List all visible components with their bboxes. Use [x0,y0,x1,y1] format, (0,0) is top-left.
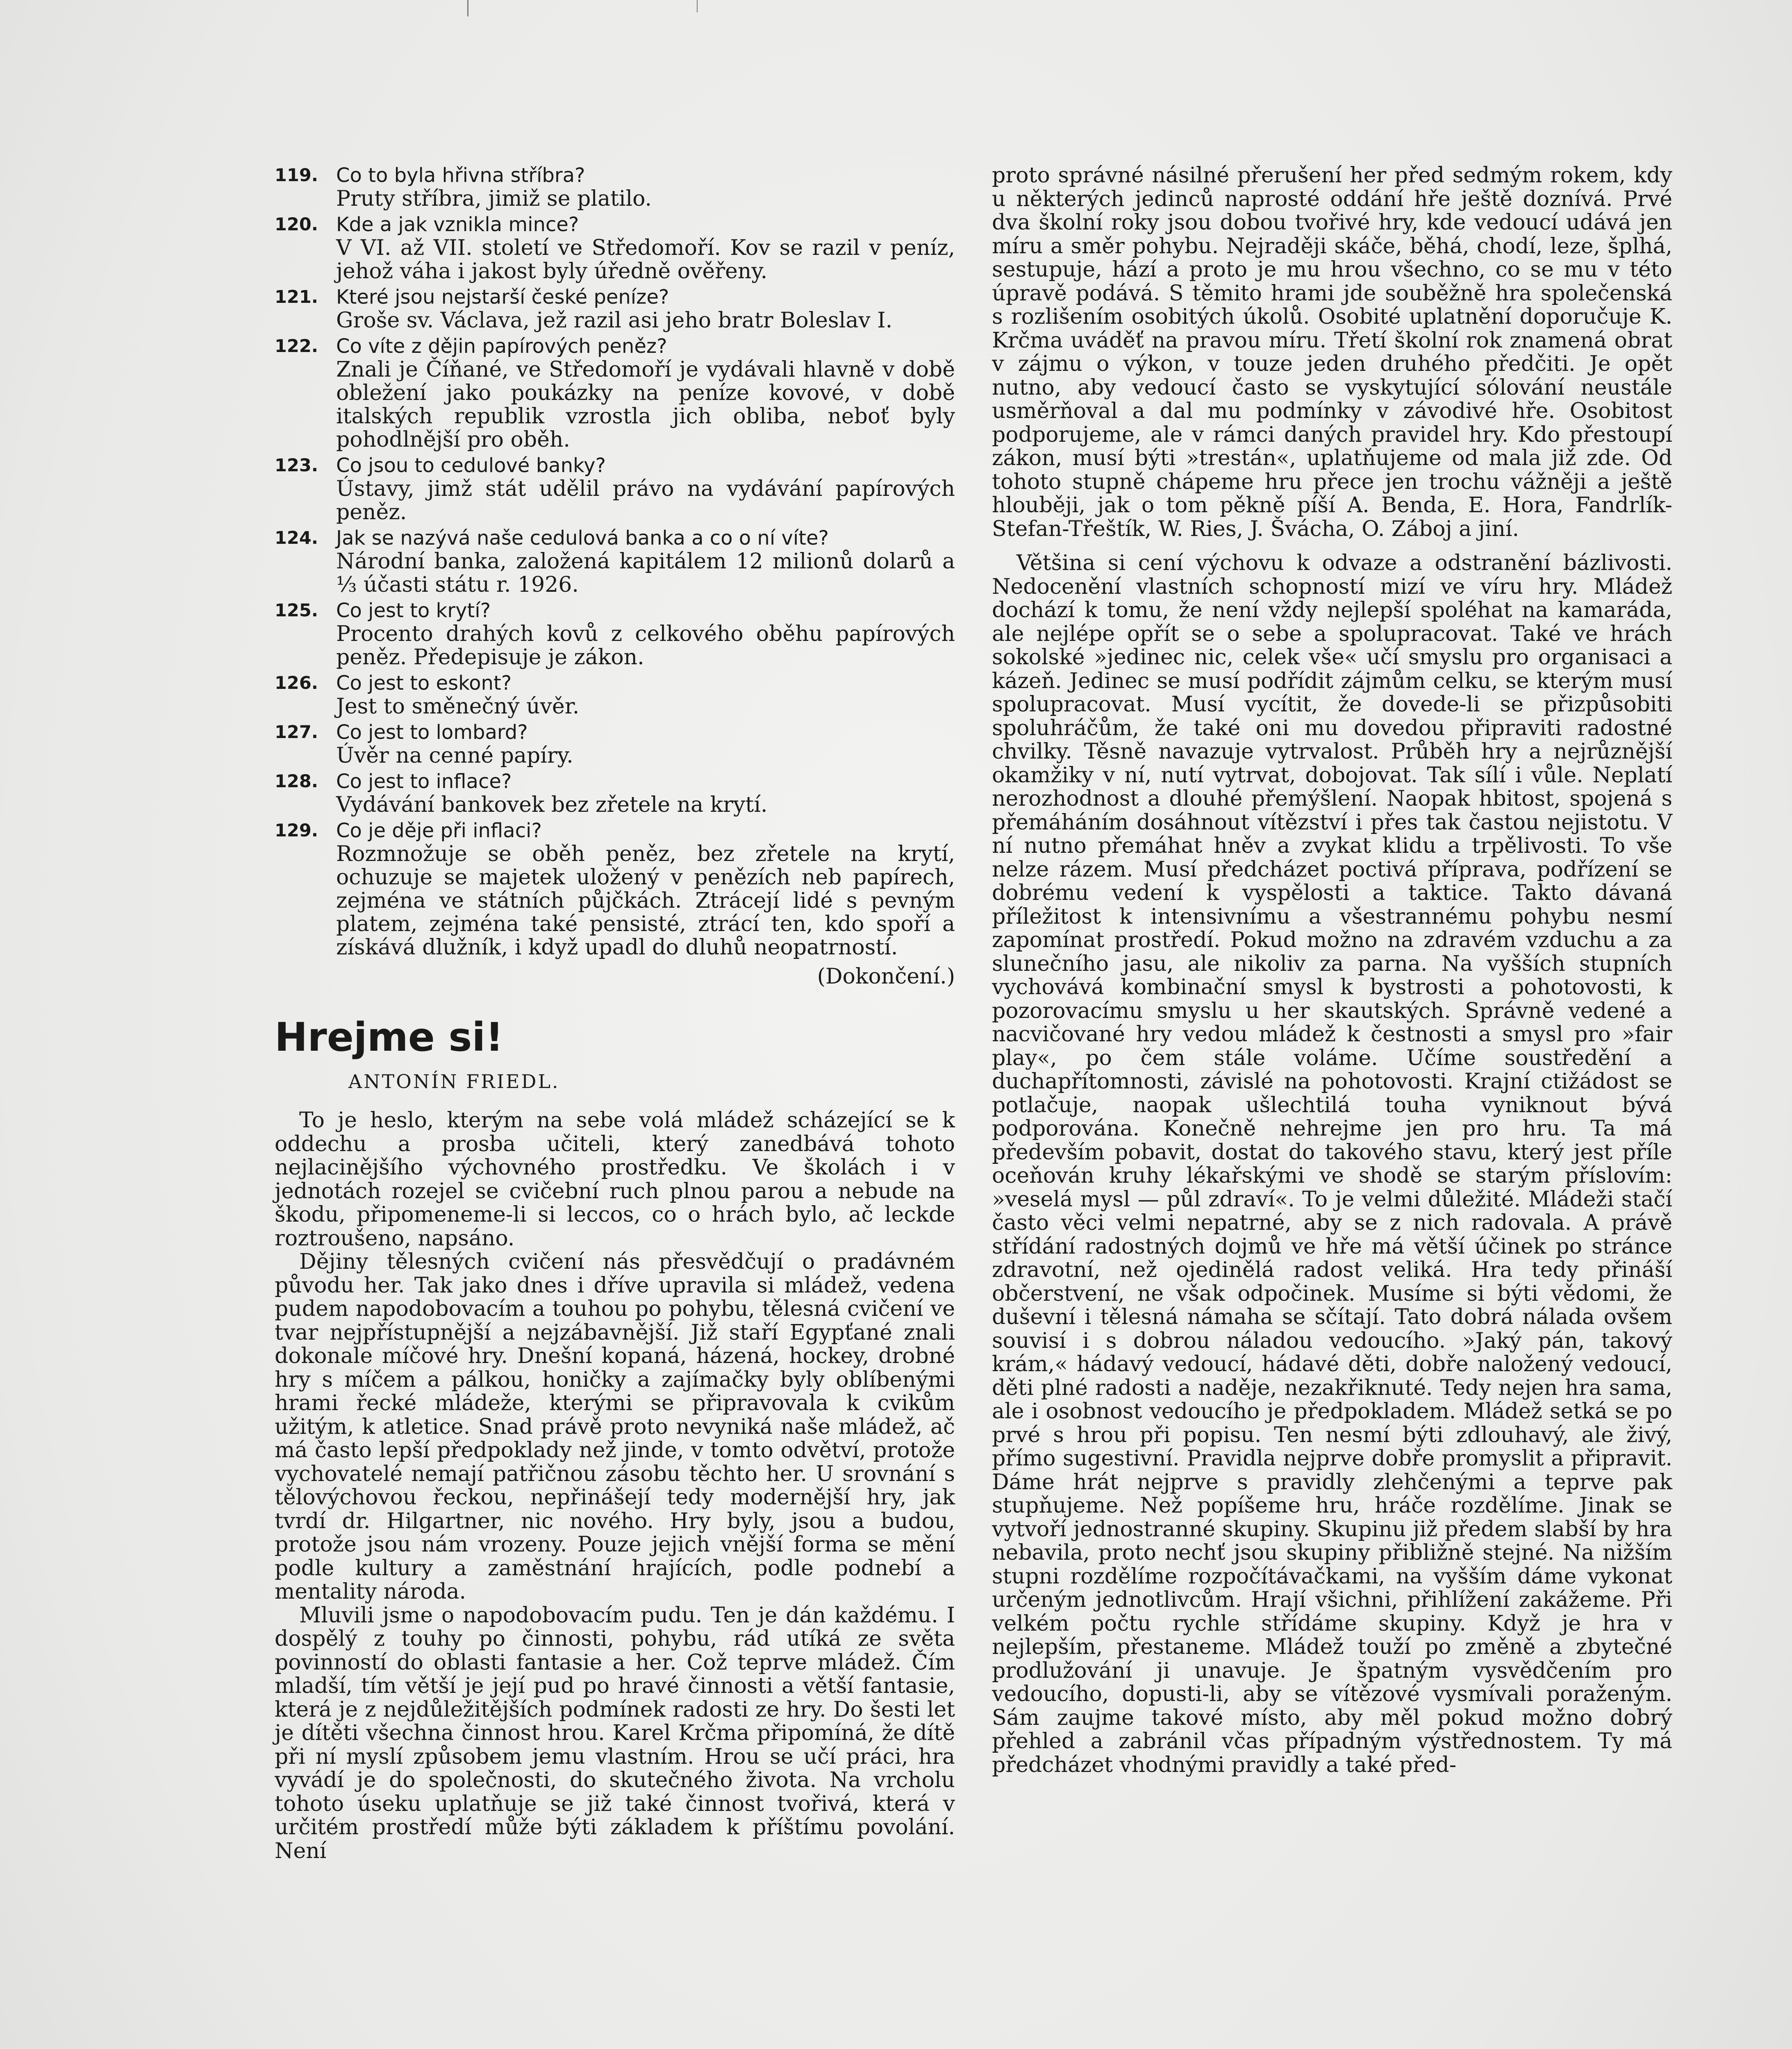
qa-item [275,335,955,452]
qa-question: Co víte z dějin papírových peněz? [336,335,667,358]
qa-answer: Ústavy, jimž stát udělil právo na vydávání papírových peněz. [336,477,955,525]
continuation-note: (Dokončení.) [817,964,955,989]
qa-number: 128. [275,771,318,792]
qa-number: 126. [275,673,318,693]
article-paragraph: To je heslo, kterým na sebe volá mládež scházející se k oddechu a prosba učiteli, který zanedbává tohoto nejlacinějšího výchovného prostředku. Ve školách i v jednotách rozejel se cvičební ruch plnou parou a nebude na škodu, připomeneme-li si leccos, co o hrách bylo, ač leckde roztroušeno, napsáno. [275,1108,955,1251]
qa-question: Co jest to inflace? [336,770,512,793]
article-paragraph: Dějiny tělesných cvičení nás přesvědčují o pradávném původu her. Tak jako dnes i dříve upravila si mládež, vedena pudem napodobovacím a touhou po pohybu, tělesná cvičení ve tvar nejpřístupnější a nejzábavnější. Již staří Egypťané znali dokonale míčové hry. Dnešní kopaná, házená, hockey, drobné hry s míčem a pálkou, honičky a zajímačky byly oblíbenými hrami řecké mládeže, kterými se připravovala k cvikům užitým, k atletice. Snad právě proto nevyniká naše mládež, ač má často lepší předpoklady než jinde, v tomto odvětví, protože vychovatelé nemají patřičnou zásobu těchto her. U srovnání s tělovýchovou řeckou, nepřinášejí tedy modernější hry, jak tvrdí dr. Hilgartner, nic nového. Hry byly, jsou a budou, protože jsou nám vrozeny. Pouze jejich vnější forma se mění podle kultury a zaměstnání hrajících, podle podnebí a mentality národa. [275,1249,955,1604]
right-column [992,164,1672,1777]
qa-answer: Jest to směnečný úvěr. [336,694,580,719]
qa-answer: Procento drahých kovů z celkového oběhu papírových peněz. Předepisuje je zákon. [336,622,955,670]
left-column [275,164,955,1863]
qa-answer: Groše sv. Václava, jež razil asi jeho bratr Boleslav I. [336,308,893,333]
qa-number: 125. [275,600,318,621]
qa-answer: V VI. až VII. století ve Středomoří. Kov se razil v peníz, jehož váha i jakost byly úředně ověřeny. [336,236,955,284]
qa-question: Co jest to lombard? [336,721,528,744]
qa-answer: Rozmnožuje se oběh peněz, bez zřetele na krytí, ochuzuje se majetek uložený v penězích neb papírech, zejména ve státních půjčkách. Ztrácejí lidé s pevným platem, zejména také pensisté, ztrácí ten, kdo spoří a získává dlužník, i když upadl do dluhů neopatrností. [336,842,955,960]
qa-question: Co jsou to cedulové banky? [336,454,606,477]
qa-number: 124. [275,528,318,548]
qa-question: Co je děje při inflaci? [336,819,542,842]
qa-number: 127. [275,722,318,743]
qa-answer: Národní banka, založená kapitálem 12 milionů dolarů a ⅓ účasti státu r. 1926. [336,549,955,597]
scan-artifact-mark [467,0,468,16]
qa-answer: Vydávání bankovek bez zřetele na krytí. [336,793,768,817]
qa-item [275,164,955,211]
article-paragraph: Většina si cení výchovu k odvaze a odstranění bázlivosti. Nedocenění vlastních schopností mizí ve víru hry. Mládež dochází k tomu, že není vždy nejlepší spoléhat na kamaráda, ale nejlépe opřít se o sebe a spolupracovat. Také ve hrách sokolské »jedinec nic, celek vše« učí smyslu pro organisaci a kázeň. Jedinec se musí podřídit zájmům celku, se kterým musí spolupracovat. Musí vycítit, že dovede-li se přizpůsobiti spoluhráčům, že také oni mu dovedou připraviti radostné chvilky. Těsně navazuje vytrvalost. Průběh hry a nejrůznější okamžiky v ní, nutí vytrvat, dobojovat. Tak sílí i vůle. Neplatí nerozhodnost a dlouhé přemýšlení. Naopak hbitost, spojená s přemáháním dosáhnout vítězství i přes tak častou nejistotu. V ní nutno přemáhat hněv a zvykat klidu a trpělivosti. To vše nelze rázem. Musí předcházet poctivá příprava, podřízení se dobrému vedení k vyspělosti a taktice. Takto dávaná příležitost k intensivnímu a všestrannému pohybu nesmí zapomínat prostředí. Pokud možno na zdravém vzduchu a za slunečního jasu, ale nikoliv za parna. Na vyšších stupních vychovává kombinační smysl k bystrosti a pohotovosti, k pozorovacímu smyslu u her skautských. Správně vedené a nacvičované hry vedou mládež k čestnosti a smysl pro »fair play«, po čem stále voláme. Učíme soustředění a duchapřítomnosti, závislé na pohotovosti. Krajní ctižádost se potlačuje, naopak ušlechtilá touha vyniknout bývá podporována. Konečně nehrejme jen pro hru. Ta má především pobavit, dostat do takového stavu, který jest příle oceňován kruhy lékařskými ve shodě se starým příslovím: »veselá mysl — půl zdraví«. To je velmi důležité. Mládeži stačí často věci velmi nepatrné, aby se z nich radovala. A právě střídání radostných dojmů ve hře má větší účinek po stránce zdravotní, než ojedinělá radost veliká. Hra tedy přináší občerstvení, ne však odpočinek. Musíme si býti vědomi, že duševní i tělesná námaha se sčítají. Tato dobrá nálada ovšem souvisí i s dobrou náladou vedoucího. »Jaký pán, takový krám,« hádavý vedoucí, hádavé děti, dobře naložený vedoucí, děti plné radosti a naděje, nezakřiknuté. Tedy nejen hra sama, ale i osobnost vedoucího je předpokladem. Mládež setká se po prvé s hrou při popisu. Ten nesmí býti zdlouhavý, ale živý, přímo sugestivní. Pravidla nejprve dobře promyslit a připravit. Dáme hrát nejprve s pravidly zlehčenými a teprve pak stupňujeme. Než popíšeme hru, hráče rozdělíme. Jinak se vytvoří jednostranné skupiny. Skupinu již předem slabší by hra nebavila, proto nechť jsou skupiny přibližně stejné. Na nižším stupni rozdělíme rozpočítávačkami, na vyšším dáme vykonat určeným jednotlivcům. Hrají všichni, přihlížení zakážeme. Při velkém počtu rychle střídáme skupiny. Když je hra v nejlepším, přestaneme. Mládež touží po změně a zbytečné prodlužování ji unavuje. Je špatným vysvědčením pro vedoucího, dopusti-li, aby se vítězové vysmívali poraženým. Sám zaujme takové místo, aby měl pokud možno dobrý přehled a zabránil včas případným výstřednostem. Ty má předcházet vhodnými pravidly a také před- [992,551,1672,1777]
qa-number: 129. [275,820,318,841]
qa-item [275,454,955,524]
qa-answer: Úvěr na cenné papíry. [336,743,573,768]
article-paragraph: Mluvili jsme o napodobovacím pudu. Ten je dán každému. I dospělý z touhy po činnosti, pohybu, rád utíká ze světa povinností do oblasti fantasie a her. Což teprve mládež. Čím mladší, tím větší je její pud po hravé činnosti a větší fantasie, která je z nejdůležitějších podmínek radosti ze hry. Do šesti let je dítěti všechna činnost hrou. Karel Krčma připomíná, že dítě při ní myslí způsobem jemu vlastním. Hrou se učí práci, hra vyvádí je do společnosti, do skutečného života. Na vrcholu tohoto úseku uplatňuje se již také činnost tvořivá, která v určitém prostředí může býti základem k příštímu povolání. Není [275,1603,955,1863]
qa-question: Kde a jak vznikla mince? [336,213,579,236]
scan-artifact-mark [697,0,698,12]
qa-item [275,770,955,817]
qa-question: Které jsou nejstarší české peníze? [336,286,669,309]
article-title: Hrejme si! [275,1014,504,1060]
qa-number: 122. [275,336,318,357]
qa-number: 120. [275,214,318,235]
qa-question: Co jest to krytí? [336,599,491,622]
qa-question: Jak se nazývá naše cedulová banka a co o ní víte? [336,527,829,550]
qa-number: 121. [275,287,318,307]
qa-item [275,286,955,332]
qa-answer: Pruty stříbra, jimiž se platilo. [336,186,652,211]
qa-number: 123. [275,455,318,476]
qa-question: Co jest to eskont? [336,672,512,695]
qa-list [275,164,955,959]
qa-item [275,527,955,597]
qa-number: 119. [275,165,318,186]
qa-item [275,819,955,959]
qa-question: Co to byla hřivna stříbra? [336,164,585,187]
article-paragraph: proto správné násilné přerušení her před sedmým rokem, kdy u některých jedinců naprosté oddání hře ještě doznívá. Prvé dva školní roky jsou dobou tvořivé hry, kde vedoucí udává jen míru a směr pohybu. Nejraději skáče, běhá, chodí, leze, šplhá, sestupuje, hází a proto je mu hrou všechno, co se mu v této úpravě podává. S těmito hrami jde souběžně hra společenská s rozlišením osobitých úkolů. Osobité uplatnění doporučuje K. Krčma uváděť na pravou míru. Třetí školní rok znamená obrat v zájmu o výkon, v touze jeden druhého předčiti. Je opět nutno, aby vedoucí často se vyskytující sólování neustále usměrňoval a dal mu podmínky v závodivé hře. Osobitost podporujeme, ale v rámci daných pravidel hry. Kdo přestoupí zákon, musí býti »trestán«, uplatňujeme od mala již zde. Od tohoto stupně chápeme hru přece jen trochu vážněji a ještě hlouběji, jak o tom pěkně píší A. Benda, E. Hora, Fandrlík-Stefan-Třeštík, W. Ries, J. Švácha, O. Záboj a jiní. [992,163,1672,541]
article-author: ANTONÍN FRIEDL. [348,1070,560,1093]
qa-answer: Znali je Číňané, ve Středomoří je vydávali hlavně v době obležení jako poukázky na peníze kovové, v době italských republik vzrostla jich obliba, neboť byly pohodlnější pro oběh. [336,357,955,452]
qa-item [275,599,955,669]
qa-item [275,672,955,718]
qa-item [275,721,955,768]
qa-item [275,213,955,283]
